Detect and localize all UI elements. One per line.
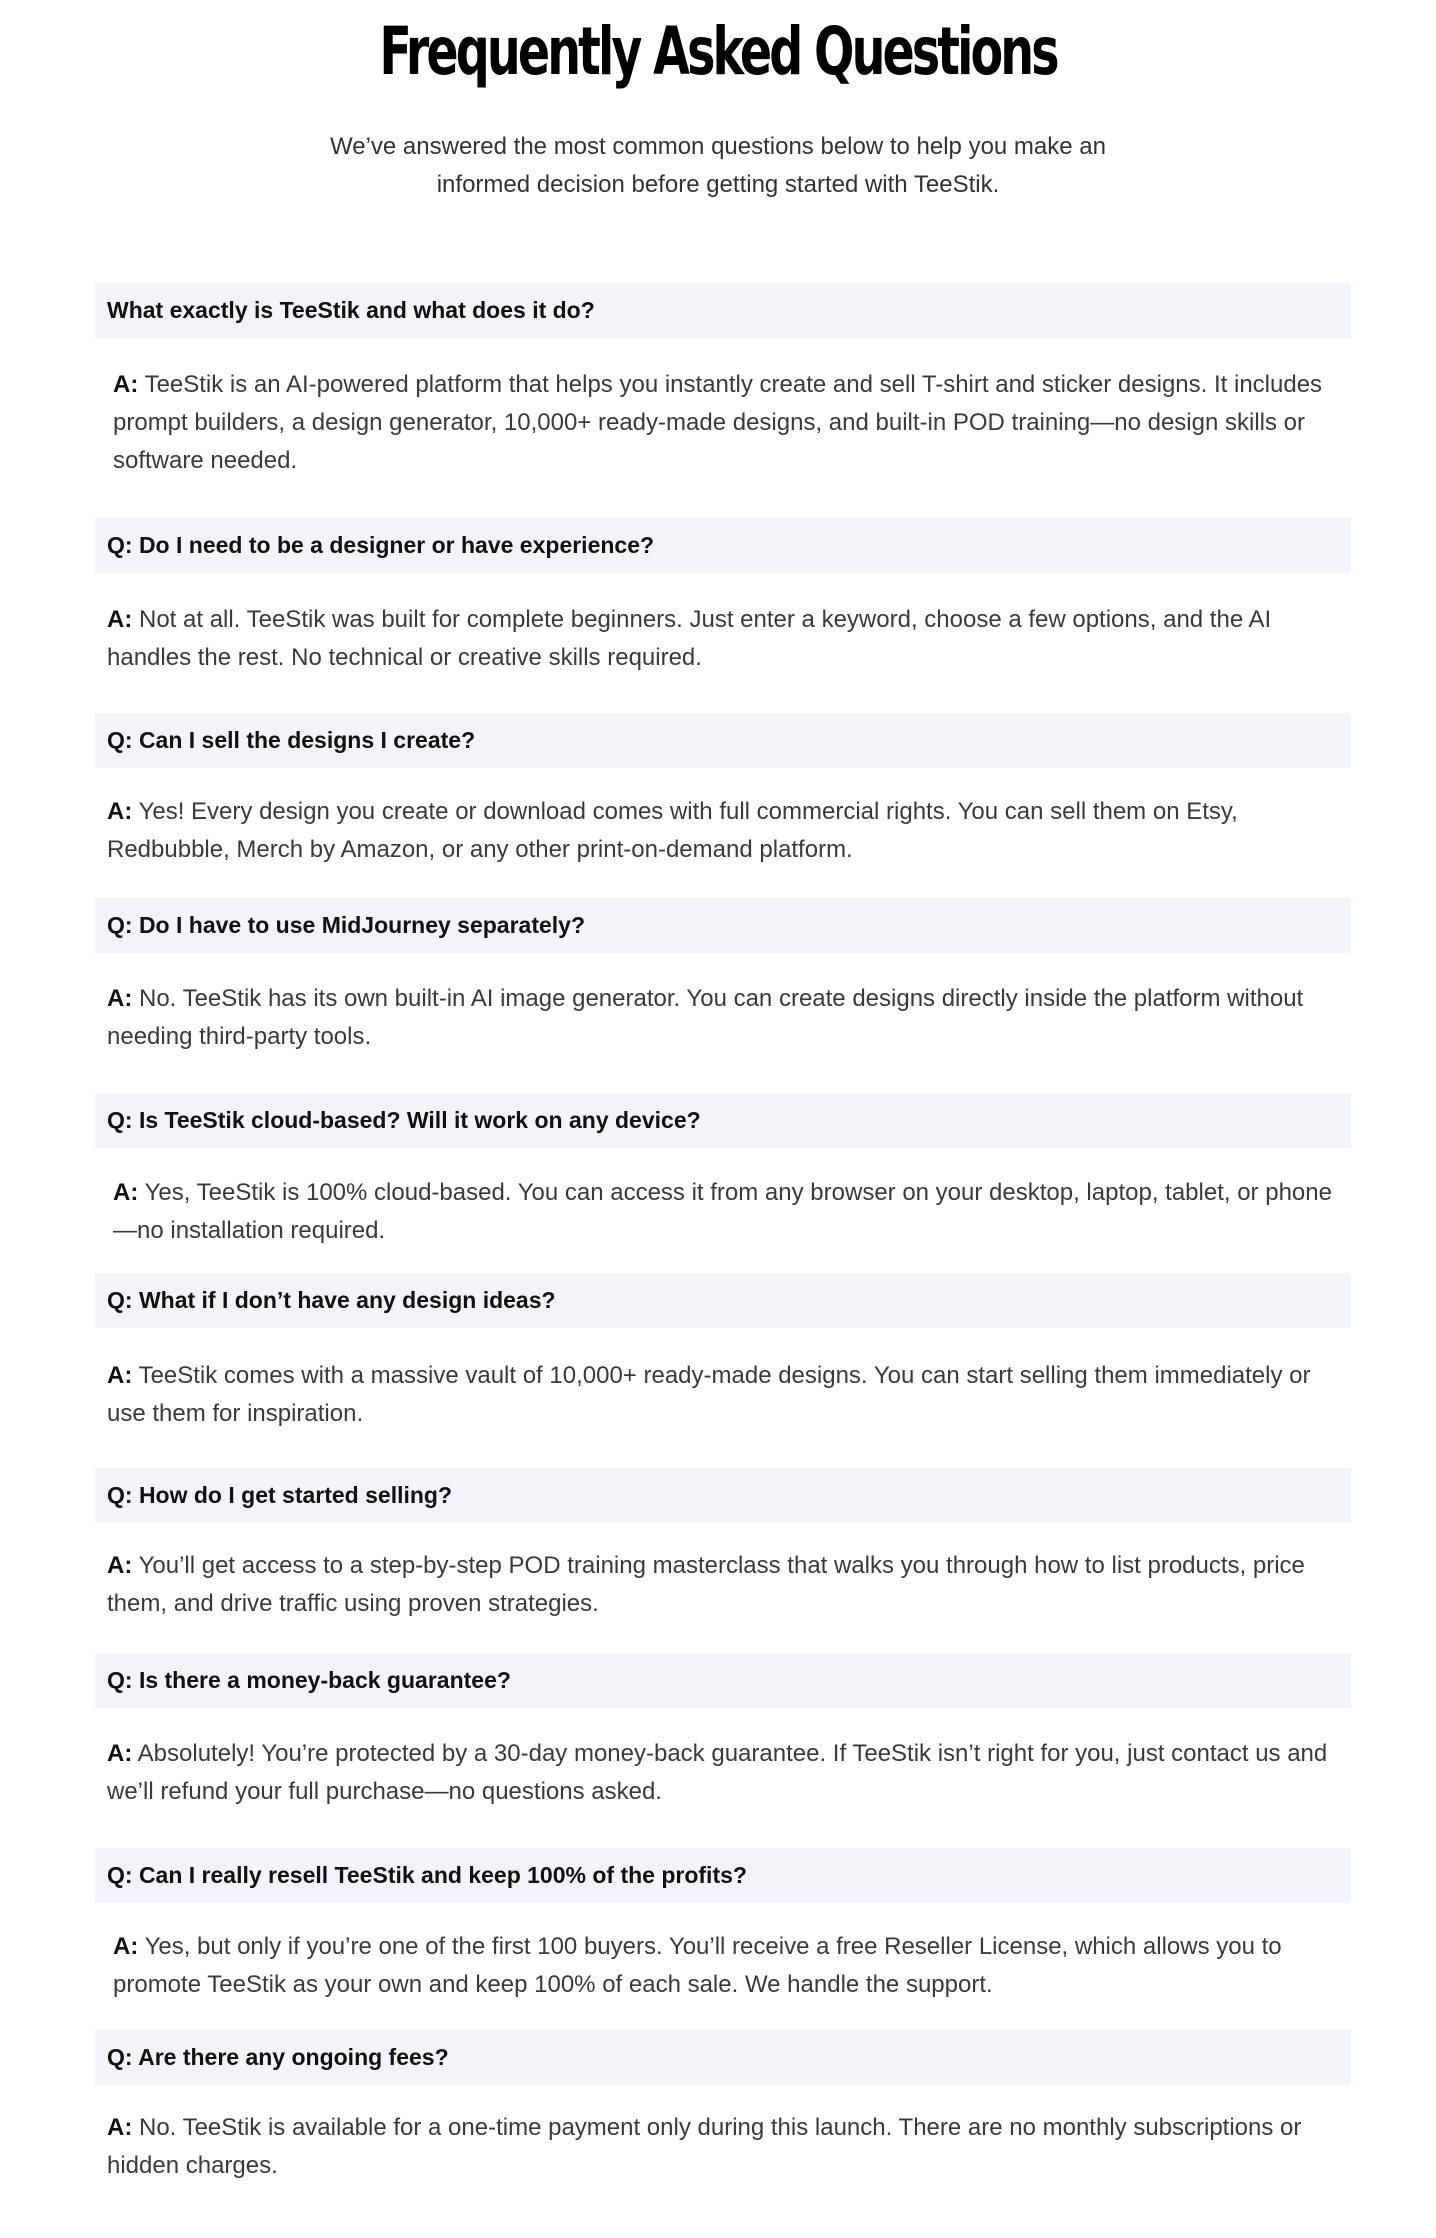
faq-question-1[interactable]: What exactly is TeeStik and what does it do? [95, 283, 1351, 338]
answer-text: Not at all. TeeStik was built for complete beginners. Just enter a keyword, choose a few options, and the AI handles the rest. No technical or creative skills required. [107, 606, 1272, 671]
faq-answer-1 [107, 366, 1353, 480]
answer-text: TeeStik is an AI-powered platform that helps you instantly create and sell T-shirt and sticker designs. It includes prompt builders, a design generator, 10,000+ ready-made designs, and built-in POD training—no design skills or software needed. [113, 371, 1323, 474]
answer-text: TeeStik comes with a massive vault of 10,000+ ready-made designs. You can start selling them immediately or use them for inspiration. [107, 1362, 1311, 1427]
faq-answer-7 [107, 1547, 1347, 1623]
faq-question-9[interactable]: Q: Can I really resell TeeStik and keep 100% of the profits? [95, 1848, 1351, 1903]
answer-prefix: A: [107, 798, 133, 825]
answer-text: No. TeeStik is available for a one-time payment only during this launch. There are no monthly subscriptions or hidden charges. [107, 2114, 1302, 2179]
faq-answer-10 [107, 2109, 1347, 2185]
faq-answer-8 [107, 1735, 1347, 1811]
faq-question-8[interactable]: Q: Is there a money-back guarantee? [95, 1653, 1351, 1708]
faq-question-2[interactable]: Q: Do I need to be a designer or have experience? [95, 518, 1351, 573]
faq-question-6[interactable]: Q: What if I don’t have any design ideas? [95, 1273, 1351, 1328]
answer-text: No. TeeStik has its own built-in AI image generator. You can create designs directly inside the platform without needing third-party tools. [107, 985, 1304, 1050]
answer-prefix: A: [107, 606, 133, 633]
page-subtitle: We’ve answered the most common questions below to help you make an informed decision before getting started with TeeStik. [330, 133, 1106, 198]
faq-answer-9 [107, 1928, 1353, 2004]
answer-text: Yes, but only if you’re one of the first 100 buyers. You’ll receive a free Reseller License, which allows you to promote TeeStik as your own and keep 100% of each sale. We handle the support. [113, 1933, 1282, 1998]
answer-prefix: A: [113, 1179, 139, 1206]
faq-question-5[interactable]: Q: Is TeeStik cloud-based? Will it work on any device? [95, 1093, 1351, 1148]
answer-text: Absolutely! You’re protected by a 30-day money-back guarantee. If TeeStik isn’t right for you, just contact us and we’ll refund your full purchase—no questions asked. [107, 1740, 1328, 1805]
answer-prefix: A: [107, 1362, 133, 1389]
answer-prefix: A: [107, 985, 133, 1012]
faq-question-7[interactable]: Q: How do I get started selling? [95, 1468, 1351, 1523]
answer-prefix: A: [107, 1552, 133, 1579]
answer-prefix: A: [107, 2114, 133, 2141]
faq-answer-6 [107, 1357, 1347, 1433]
faq-question-3[interactable]: Q: Can I sell the designs I create? [95, 713, 1351, 768]
faq-answer-2 [107, 601, 1347, 677]
answer-prefix: A: [113, 1933, 139, 1960]
answer-prefix: A: [107, 1740, 133, 1767]
faq-question-4[interactable]: Q: Do I have to use MidJourney separately? [95, 898, 1351, 953]
faq-question-10[interactable]: Q: Are there any ongoing fees? [95, 2030, 1351, 2085]
answer-prefix: A: [113, 371, 139, 398]
answer-text: Yes! Every design you create or download comes with full commercial rights. You can sell them on Etsy, Redbubble, Merch by Amazon, or any other print-on-demand platform. [107, 798, 1238, 863]
answer-text: You’ll get access to a step-by-step POD training masterclass that walks you through how to list products, price them, and drive traffic using proven strategies. [107, 1552, 1305, 1617]
page-title: Frequently Asked Questions [379, 13, 1057, 90]
answer-text: Yes, TeeStik is 100% cloud-based. You can access it from any browser on your desktop, laptop, tablet, or phone—no installation required. [113, 1179, 1332, 1244]
faq-answer-4 [107, 980, 1347, 1056]
faq-answer-5 [107, 1174, 1353, 1250]
faq-answer-3 [107, 793, 1347, 869]
